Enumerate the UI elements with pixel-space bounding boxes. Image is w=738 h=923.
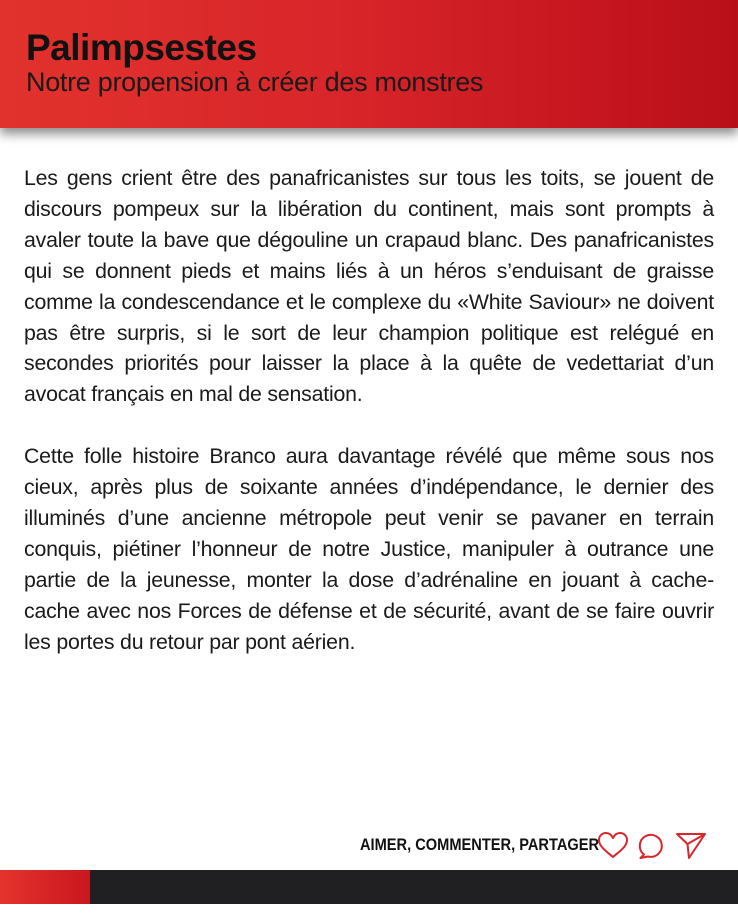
header-banner [0, 0, 738, 128]
page-title: Palimpsestes [26, 27, 257, 68]
page-subtitle: Notre propension à créer des monstres [26, 67, 484, 97]
article-paragraph-2: Cette folle histoire Branco aura davantage révélé que même sous nos cieux, après plus de soixante années d’indépendance, le dernier des illuminés d’une ancienne métropole peut venir se pavaner en terrain conquis, piétiner l’honneur de notre Justice, manipuler à outrance une partie de la jeunesse, monter la dose d’adrénaline en jouant à cache-cache avec nos Forces de défense et de sécurité, avant de se faire ouvrir les portes du retour par pont aérien. [24, 444, 714, 654]
footer-accent [0, 870, 90, 904]
share-icon[interactable] [674, 830, 708, 860]
engagement-bar [360, 828, 708, 862]
article-body [24, 163, 714, 658]
engagement-label: AIMER, COMMENTER, PARTAGER [360, 835, 600, 854]
article-paragraph-1: Les gens crient être des panafricanistes sur tous les toits, se jouent de discours pompeux sur la libération du continent, mais sont prompts à avaler toute la bave que dégouline un crapaud blanc. Des panafricanistes qui se donnent pieds et mains liés à un héros s’enduisant de graisse comme la condescendance et le complexe du «White Saviour» ne doivent pas être surpris, si le sort de leur champion politique est relégué en secondes priorités pour laisser la place à la quête de vedettariat d’un avocat français en mal de sensation. [24, 166, 714, 407]
comment-icon[interactable] [634, 830, 668, 860]
footer-bar [0, 870, 738, 904]
heart-icon[interactable] [596, 830, 630, 860]
